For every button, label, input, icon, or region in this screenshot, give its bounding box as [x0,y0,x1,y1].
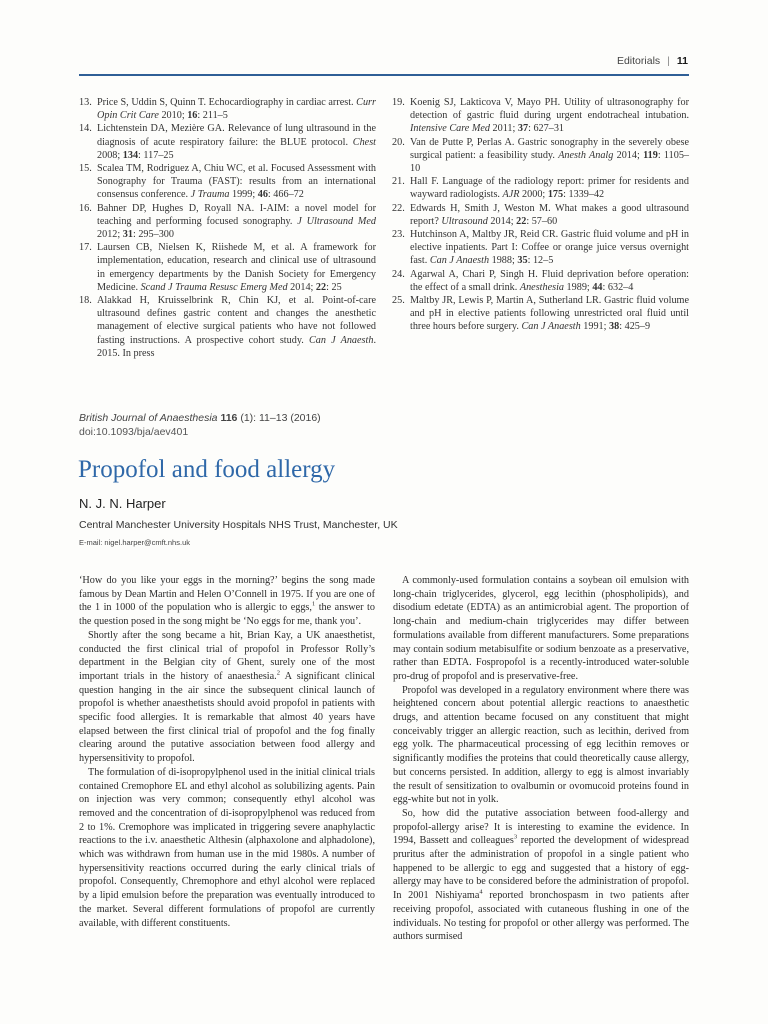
reference-pages: : 466–72 [267,189,304,201]
paragraph-text: A commonly-used formulation contains a soybean oil emulsion with long-chain triglycerides, glycerol, egg lecithin (phospholipids), and disodium edetate (EDTA) as an antimicrobial agent. The proportion of long-chain and medium-chain triglycerides may differ between formulations available from different manufacturers. Some preparations may contain sodium metabisulfite or sodium benzoate as a preservative, rather than EDTA. Fospropofol is a recently-introduced water-soluble pro-drug of propofol and is preservative-free. [393,575,689,682]
reference-pages: : 425–9 [619,321,651,333]
reference-number: 16. [79,202,92,214]
reference-number: 25. [392,295,405,307]
reference-number: 24. [392,268,405,280]
reference-pages: : 295–300 [132,229,174,241]
reference-pages: : 12–5 [527,255,554,267]
reference-pages: : 1105–10 [410,149,690,175]
reference-journal: Anesthesia [519,281,564,293]
reference-number: 15. [79,163,92,175]
reference-column-left [79,96,376,360]
reference-item [392,202,689,228]
reference-number: 13. [79,97,92,108]
article-citation [79,412,321,439]
reference-volume: 38 [609,321,620,333]
reference-year: . 2015. In press [97,334,376,359]
reference-year: 1988; [489,255,518,267]
reference-volume: 46 [257,189,268,201]
reference-text: Hutchinson A, Maltby JR, Reid CR. Gastric fluid volume and pH in elective inpatients. Part I: Coffee or orange juice versus overnight fast. [410,229,689,267]
reference-number: 20. [392,136,405,148]
reference-journal: J Trauma [190,189,230,201]
reference-journal: J Ultrasound Med [297,215,376,227]
body-paragraph [79,766,375,930]
reference-journal: Can J Anaesth [429,255,490,267]
reference-text: Agarwal A, Chari P, Singh H. Fluid deprivation before operation: the effect of a small drink. [410,268,689,293]
reference-volume: 31 [122,229,133,241]
reference-text: Hall F. Language of the radiology report: primer for residents and wayward radiologists. [410,176,689,201]
reference-journal: Curr Opin Crit Care [97,97,376,122]
reference-item [392,136,689,176]
reference-journal: Can J Anaesth [521,321,581,333]
reference-pages: : 1339–42 [563,189,605,201]
reference-number: 18. [79,295,92,307]
reference-year: 1999; [229,189,258,201]
reference-number: 22. [392,202,405,214]
reference-item [79,294,376,360]
reference-year: 2010; [158,110,188,122]
reference-volume: 22 [315,281,327,293]
running-header [617,55,688,67]
reference-year: 1989; [564,281,593,293]
reference-volume: 134 [122,149,139,161]
reference-year: 2014; [287,281,316,293]
citation-volume: 116 [220,412,238,424]
reference-volume: 119 [643,149,658,161]
body-paragraph [79,574,375,629]
reference-journal: Scand J Trauma Resusc Emerg Med [140,281,288,293]
article-author: N. J. N. Harper [79,496,166,511]
citation-ref: 4 [479,888,483,896]
reference-journal: Intensive Care Med [410,123,490,135]
reference-year: 2011; [489,123,518,135]
reference-pages: : 57–60 [526,215,558,227]
body-paragraph [393,574,689,684]
reference-volume: 22 [516,215,527,227]
article-title: Propofol and food allergy [78,456,336,483]
reference-number: 14. [79,123,92,135]
reference-year: 2008; [97,149,123,161]
reference-number: 17. [79,242,92,254]
reference-pages: : 211–5 [197,110,228,122]
reference-year: 2014; [613,149,644,161]
reference-pages: : 632–4 [602,281,634,293]
reference-item [392,268,689,294]
reference-journal: Ultrasound [441,215,488,227]
reference-column-right [392,96,689,360]
paragraph-text: reported the development of widespread pruritus after the administration of propofol in a single patient who happened to be allergic to egg and suggested that a history of egg-allergy may have to be considered before the administration of propofol. In 2001 Nishiyama [393,835,689,902]
reference-item [79,122,376,162]
citation-ref: 1 [311,601,316,609]
page-number: 11 [676,55,688,67]
header-separator: | [667,55,670,67]
reference-item [392,96,689,136]
body-column-left [79,574,375,944]
reference-year: 2000; [519,189,548,201]
reference-item [392,294,689,334]
reference-item [79,96,376,122]
reference-volume: 35 [517,255,528,267]
reference-text: Edwards H, Smith J, Weston M. What makes a good ultrasound report? [410,202,689,227]
reference-text: Van de Putte P, Perlas A. Gastric sonography in the severely obese surgical patient: a feasibility study. [410,136,689,161]
reference-number: 21. [392,176,405,188]
reference-volume: 175 [547,189,564,201]
reference-journal: Can J Anaesth [308,334,374,346]
body-column-right [393,574,689,944]
reference-text: Scalea TM, Rodriguez A, Chiu WC, et al. Focused Assessment with Sonography for Trauma (FAST): results from an international consensus conference. [97,163,376,201]
author-affiliation: Central Manchester University Hospitals NHS Trust, Manchester, UK [79,519,398,531]
paragraph-text: the answer to the question posed in the song might be ‘No eggs for me, thank you’. [79,602,375,628]
header-rule [79,74,689,76]
citation-issue-pages: (1): 11–13 (2016) [237,412,321,424]
reference-text: Koenig SJ, Lakticova V, Mayo PH. Utility of ultrasonography for detection of gastric fluid during urgent endotracheal intubation. [410,97,689,122]
reference-pages: : 117–25 [138,149,174,161]
reference-journal: Anesth Analg [558,149,614,161]
reference-text: Price S, Uddin S, Quinn T. Echocardiography in cardiac arrest. [97,97,357,108]
body-paragraph [393,807,689,944]
paragraph-text: ‘How do you like your eggs in the morning?’ begins the song made famous by Dean Martin and Helen O’Connell in 1975. If you are one of the 1 in 1000 of the population who is allergic to eggs, [79,575,375,614]
paragraph-text: The formulation of di-isopropylphenol used in the initial clinical trials contained Cremophore EL and ethyl alcohol as solubilizing agents. Pain on injection was very common; consequently ethyl alcohol was removed and the concentration of di-isopropylphenol was reduced from 2 to 1%. Cremophore was implicated in triggering severe anaphylactic reactions to the i.v. anaesthetic Althesin (alphaxolone and alphadolone), which was withdrawn from human use in the mid 1980s. A number of hypersensitivity reactions occurred during the early clinical trials of propofol. Consequently, Chremophore and ethyl alcohol were replaced by a lipid emulsion before the preparation was eventually introduced to the market. Several different formulations of propofol are currently available, with different constituents. [79,766,375,929]
reference-item [79,162,376,202]
article-body [79,574,689,944]
reference-volume: 37 [517,123,529,135]
reference-number: 23. [392,229,405,241]
reference-volume: 16 [187,110,198,122]
reference-year: 2014; [487,215,517,227]
reference-number: 19. [392,97,405,108]
citation-ref: 3 [513,833,518,841]
reference-text: Laursen CB, Nielsen K, Riishede M, et al. A framework for implementation, education, research and clinical use of ultrasound in emergency departments by the Danish Society for Emergency Medicine. [97,242,376,293]
reference-pages: : 25 [326,281,342,293]
reference-item [392,228,689,268]
reference-text: Maltby JR, Lewis P, Martin A, Sutherland LR. Gastric fluid volume and pH in elective patients following unrestricted oral fluid until three hours before surgery. [410,295,689,333]
paragraph-text: reported bronchospasm in two patients after receiving propofol, associated with cutaneous flushing in one of the individuals. No testing for propofol or other allergy was performed. The authors surmised [393,890,690,943]
paragraph-text: Shortly after the song became a hit, Brian Kay, a UK anaesthetist, conducted the first clinical trial of propofol in Professor Rolly’s department in the Belgian city of Ghent, surely one of the most important trials in the history of anaesthesia. [79,629,375,682]
reference-item [79,202,376,242]
author-email[interactable]: E-mail: nigel.harper@cmft.nhs.uk [79,538,190,547]
reference-year: 2012; [97,229,123,241]
body-paragraph [79,629,375,766]
reference-text: Alakkad H, Kruisselbrink R, Chin KJ, et al. Point-of-care ultrasound defines gastric content and changes the anesthetic management of elective surgical patients who have not followed fasting instructions. A prospective cohort study. [97,295,376,346]
reference-text: Lichtenstein DA, Mezière GA. Relevance of lung ultrasound in the diagnosis of acute respiratory failure: the BLUE protocol. [97,123,376,148]
citation-ref: 2 [276,669,280,677]
citation-doi[interactable]: doi:10.1093/bja/aev401 [79,425,189,438]
reference-item [392,175,689,201]
reference-year: 1991; [580,321,610,333]
reference-journal: Chest [352,136,376,148]
paragraph-text: Propofol was developed in a regulatory environment where there was heightened concern about potential allergic reactions to anaesthetic drugs, and attention became focused on any constituent that might conceivably trigger an allergic reaction, such as lecithin, derived from egg yolk. The pharmaceutical processing of egg lecithin removes or significantly modifies the proteins that could theoretically cause allergy, but concerns persisted. In addition, allergy to egg is almost invariably the result of sensitization to ovalbumin or ovomucoid proteins found in egg-white but not in yolk. [393,684,689,806]
body-paragraph [393,684,689,807]
reference-volume: 44 [592,281,603,293]
citation-journal: British Journal of Anaesthesia [79,412,218,424]
section-name: Editorials [616,55,661,67]
reference-journal: AJR [502,189,520,201]
reference-pages: : 627–31 [528,123,565,135]
paragraph-text: A significant clinical question hanging in the air since the subsequent clinical launch of propofol is whether anaesthetists should avoid propofol in patients with specific food allergies. It is remarkable that almost 40 years have elapsed between the first clinical trial of propofol and the fog finally clearing around the putative association between food allergy and hypersensitivity to propofol. [79,670,376,765]
reference-item [79,241,376,294]
reference-list [79,96,689,360]
paragraph-text: So, how did the putative association between food-allergy and propofol-allergy arise? It is interesting to examine the evidence. In 1994, Bassett and colleagues [393,807,689,847]
reference-text: Bahner DP, Hughes D, Royall NA. I-AIM: a novel model for teaching and performing focused sonography. [97,202,376,227]
